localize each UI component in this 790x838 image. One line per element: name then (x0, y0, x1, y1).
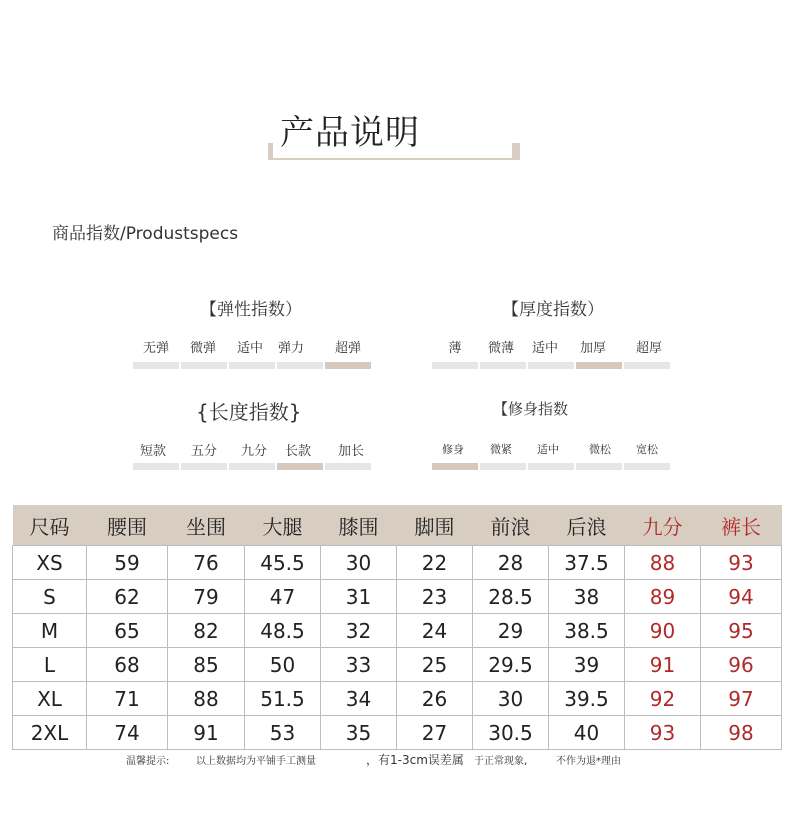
elasticity-level-3: 适中 (236, 341, 263, 356)
table-cell: 76 (168, 546, 245, 580)
table-cell: 38 (549, 580, 625, 614)
header-back-rise: 后浪 (549, 505, 625, 546)
fit-bar-segment (528, 463, 574, 470)
elasticity-level-5: 超弹 (334, 341, 361, 356)
table-cell: 91 (168, 716, 245, 750)
length-bar-segment (181, 463, 227, 470)
header-leg-opening: 脚围 (397, 505, 473, 546)
title-decoration-right (512, 143, 520, 160)
thickness-bar-segment (624, 362, 670, 369)
table-cell: 93 (625, 716, 701, 750)
table-cell: 50 (245, 648, 321, 682)
table-cell: 88 (168, 682, 245, 716)
size-cell: XL (13, 682, 87, 716)
elasticity-bar-segment (277, 362, 323, 369)
footnote-measurement: 以上数据均为平铺手工测量 (196, 756, 316, 767)
length-level-4: 长款 (284, 444, 311, 459)
table-cell: 30 (473, 682, 549, 716)
table-cell: 68 (87, 648, 168, 682)
header-knee: 膝围 (321, 505, 397, 546)
footnote-normal: 于正常现象, (474, 756, 528, 767)
table-cell: 59 (87, 546, 168, 580)
table-cell: 26 (397, 682, 473, 716)
specs-subtitle: 商品指数/Produstspecs (52, 224, 239, 244)
table-cell: 38.5 (549, 614, 625, 648)
thickness-level-5: 超厚 (635, 341, 662, 356)
thickness-bar-segment (528, 362, 574, 369)
table-cell: 33 (321, 648, 397, 682)
size-cell: 2XL (13, 716, 87, 750)
table-cell: 89 (625, 580, 701, 614)
table-cell: 85 (168, 648, 245, 682)
table-cell: 62 (87, 580, 168, 614)
header-waist: 腰围 (87, 505, 168, 546)
table-cell: 25 (397, 648, 473, 682)
table-cell: 51.5 (245, 682, 321, 716)
fit-bar-segment (576, 463, 622, 470)
thickness-level-4: 加厚 (579, 341, 606, 356)
size-cell: M (13, 614, 87, 648)
fit-level-4: 微松 (589, 443, 611, 456)
size-table-header (13, 505, 782, 546)
length-level-5: 加长 (337, 444, 364, 459)
length-index-title: {长度指数} (196, 400, 302, 424)
table-cell: 23 (397, 580, 473, 614)
thickness-level-2: 微薄 (487, 341, 514, 356)
table-cell: 27 (397, 716, 473, 750)
thickness-level-1: 薄 (448, 341, 462, 356)
table-cell: 29 (473, 614, 549, 648)
elasticity-index-title: 【弹性指数） (200, 300, 302, 320)
table-cell: 88 (625, 546, 701, 580)
table-row (13, 580, 782, 614)
table-cell: 97 (701, 682, 782, 716)
thickness-level-3: 适中 (531, 341, 558, 356)
length-level-3: 九分 (240, 444, 267, 459)
table-cell: 48.5 (245, 614, 321, 648)
table-cell: 92 (625, 682, 701, 716)
footnote-tolerance: ，有1-3cm误差属 (366, 753, 464, 767)
elasticity-bar-selected (325, 362, 371, 369)
elasticity-bar-segment (133, 362, 179, 369)
elasticity-level-4: 弹力 (277, 341, 304, 356)
table-cell: 47 (245, 580, 321, 614)
table-row (13, 682, 782, 716)
elasticity-bar-segment (229, 362, 275, 369)
header-front-rise: 前浪 (473, 505, 549, 546)
table-cell: 22 (397, 546, 473, 580)
length-bar-segment (133, 463, 179, 470)
fit-level-5: 宽松 (636, 443, 658, 456)
page-title: 产品说明 (280, 113, 420, 153)
header-cropped-length: 九分 (625, 505, 701, 546)
fit-bar-segment (480, 463, 526, 470)
fit-level-1: 修身 (442, 443, 464, 456)
length-bar-segment (325, 463, 371, 470)
table-cell: 93 (701, 546, 782, 580)
table-cell: 37.5 (549, 546, 625, 580)
size-cell: XS (13, 546, 87, 580)
table-cell: 28.5 (473, 580, 549, 614)
table-cell: 82 (168, 614, 245, 648)
table-cell: 91 (625, 648, 701, 682)
size-cell: S (13, 580, 87, 614)
header-thigh: 大腿 (245, 505, 321, 546)
table-cell: 35 (321, 716, 397, 750)
table-row (13, 648, 782, 682)
table-cell: 31 (321, 580, 397, 614)
table-cell: 65 (87, 614, 168, 648)
table-row (13, 546, 782, 580)
table-cell: 94 (701, 580, 782, 614)
elasticity-level-2: 微弹 (189, 341, 216, 356)
header-hip: 坐围 (168, 505, 245, 546)
table-cell: 30.5 (473, 716, 549, 750)
table-cell: 40 (549, 716, 625, 750)
thickness-bar-selected (576, 362, 622, 369)
footnote-no-return: 不作为退*理由 (556, 756, 621, 767)
elasticity-level-1: 无弹 (142, 341, 169, 356)
table-cell: 98 (701, 716, 782, 750)
header-pants-length: 裤长 (701, 505, 782, 546)
table-row (13, 716, 782, 750)
table-cell: 39 (549, 648, 625, 682)
table-cell: 79 (168, 580, 245, 614)
table-cell: 95 (701, 614, 782, 648)
size-table (12, 505, 782, 750)
table-cell: 96 (701, 648, 782, 682)
footnote-prefix: 温馨提示: (126, 756, 170, 767)
table-cell: 71 (87, 682, 168, 716)
table-cell: 28 (473, 546, 549, 580)
table-cell: 39.5 (549, 682, 625, 716)
table-cell: 74 (87, 716, 168, 750)
table-cell: 90 (625, 614, 701, 648)
table-cell: 29.5 (473, 648, 549, 682)
elasticity-bar-segment (181, 362, 227, 369)
fit-bar-segment (624, 463, 670, 470)
table-cell: 53 (245, 716, 321, 750)
table-row (13, 614, 782, 648)
fit-level-3: 适中 (537, 443, 559, 456)
fit-index-title: 【修身指数 (493, 400, 569, 418)
length-bar-segment (229, 463, 275, 470)
size-cell: L (13, 648, 87, 682)
header-size: 尺码 (13, 505, 87, 546)
thickness-bar-segment (480, 362, 526, 369)
length-bar-selected (277, 463, 323, 470)
table-cell: 30 (321, 546, 397, 580)
table-cell: 24 (397, 614, 473, 648)
table-cell: 45.5 (245, 546, 321, 580)
length-level-1: 短款 (139, 444, 166, 459)
thickness-bar-segment (432, 362, 478, 369)
table-cell: 32 (321, 614, 397, 648)
fit-level-2: 微紧 (490, 443, 512, 456)
title-underline (268, 158, 520, 160)
fit-bar-selected (432, 463, 478, 470)
table-cell: 34 (321, 682, 397, 716)
length-level-2: 五分 (190, 444, 217, 459)
thickness-index-title: 【厚度指数） (502, 300, 604, 320)
